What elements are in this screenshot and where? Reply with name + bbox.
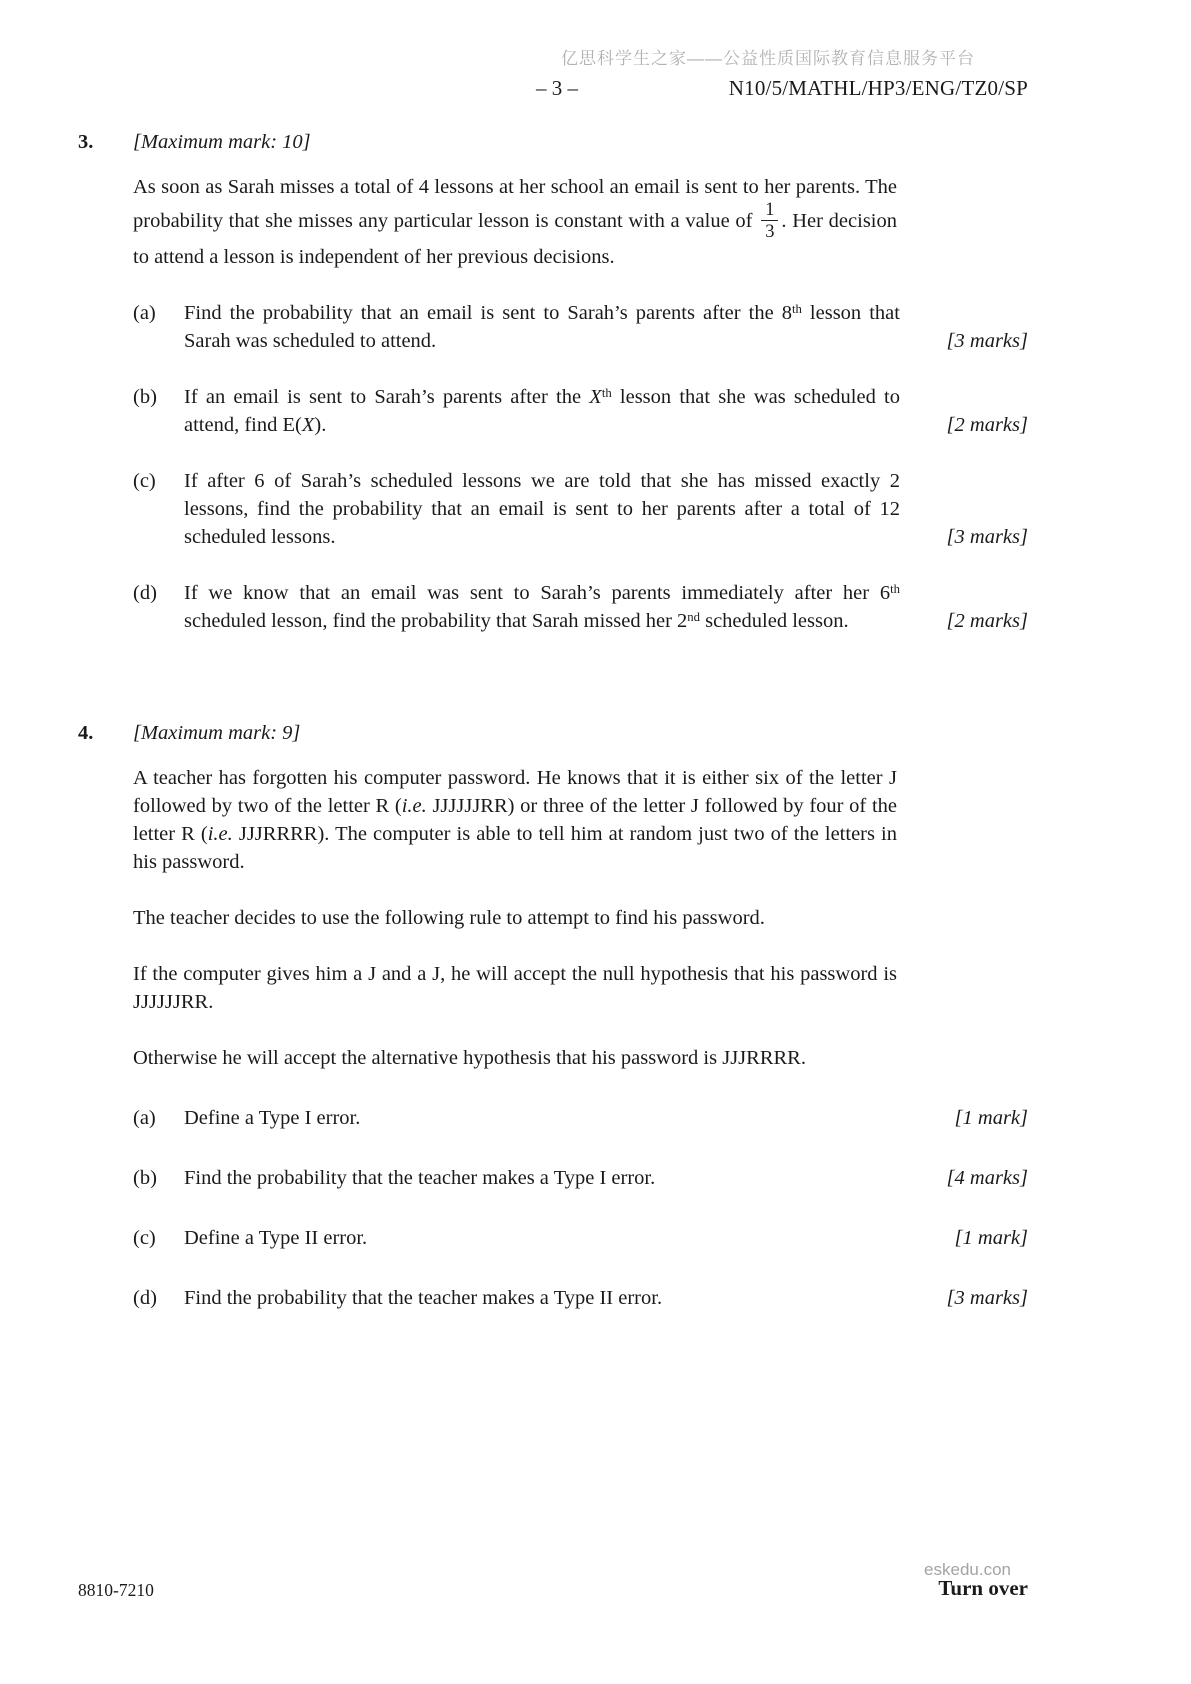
question-3 [78,128,1028,635]
question-paragraph: If the computer gives him a J and a J, he will accept the null hypothesis that his password is JJJJJJRR. [133,963,897,1014]
question-paragraph: A teacher has forgotten his computer password. He knows that it is either six of the letter J followed by two of the letter R (i.e. JJJJJJRR) or three of the letter J followed by four of the letter R (i.e. JJJRRRR). The computer is able to tell him at random just two of the letters in his password. [133,767,897,874]
part-marks: [2 marks] [946,610,1028,633]
part-label: (d) [133,1287,157,1310]
part-text: Find the probability that the teacher makes a Type II error. [184,1287,663,1310]
part-row-d [133,579,1028,635]
question-number: 3. [78,131,94,153]
part-text: If an email is sent to Sarah’s parents after the Xth lesson that she was scheduled to attend, find E(X). [184,385,900,437]
part-text: Define a Type I error. [184,1107,361,1130]
part-label: (c) [133,470,156,493]
turn-over-label: Turn over [938,1576,1028,1600]
footer-watermark: eskedu.con [924,1560,1011,1579]
page-content [78,128,1028,1312]
part-text: Find the probability that an email is sent to Sarah’s parents after the 8th lesson that Sarah was scheduled to attend. [184,301,900,353]
part-marks: [4 marks] [946,1167,1028,1190]
part-label: (b) [133,1167,157,1190]
part-text: Define a Type II error. [184,1227,368,1250]
part-marks: [1 mark] [954,1227,1028,1250]
page-number: – 3 – [536,76,578,100]
maximum-mark: [Maximum mark: 10] [133,131,311,153]
part-row-d [133,1284,1028,1312]
part-row-b [133,383,1028,439]
question-4 [78,719,1028,1312]
part-row-a [133,1104,1028,1132]
part-label: (d) [133,582,157,605]
part-row-c [133,467,1028,551]
part-label: (a) [133,1107,156,1130]
maximum-mark: [Maximum mark: 9] [133,722,301,745]
question-paragraph: The teacher decides to use the following rule to attempt to find his password. [133,907,765,930]
question-paragraph: Otherwise he will accept the alternative hypothesis that his password is JJJRRRR. [133,1047,806,1070]
part-marks: [1 mark] [954,1107,1028,1130]
part-marks: [3 marks] [946,330,1028,353]
part-row-a [133,299,1028,355]
part-marks: [2 marks] [946,414,1028,437]
paper-code: N10/5/MATHL/HP3/ENG/TZ0/SP [728,76,1028,100]
part-row-c [133,1224,1028,1252]
part-text: Find the probability that the teacher makes a Type I error. [184,1167,656,1190]
paper-reference: 8810-7210 [78,1580,154,1600]
part-marks: [3 marks] [946,1287,1028,1310]
header-watermark: 亿思科学生之家——公益性质国际教育信息服务平台 [561,49,975,68]
part-label: (a) [133,302,156,325]
part-marks: [3 marks] [946,526,1028,549]
question-intro: As soon as Sarah misses a total of 4 lessons at her school an email is sent to her parents. The probability that she misses any particular lesson is constant with a value of $\frac{1}{3}$ . Her decision to attend a lesson is independent of her previous decisions. [133,176,897,269]
question-number: 4. [78,722,94,745]
part-row-b [133,1164,1028,1192]
part-label: (c) [133,1227,156,1250]
part-text: If after 6 of Sarah’s scheduled lessons we are told that she has missed exactly 2 lessons, find the probability that an email is sent to her parents after a total of 12 scheduled lessons. [184,470,900,549]
part-label: (b) [133,386,157,409]
part-text: If we know that an email was sent to Sarah’s parents immediately after her 6th scheduled lesson, find the probability that Sarah missed her 2nd scheduled lesson. [184,581,900,633]
